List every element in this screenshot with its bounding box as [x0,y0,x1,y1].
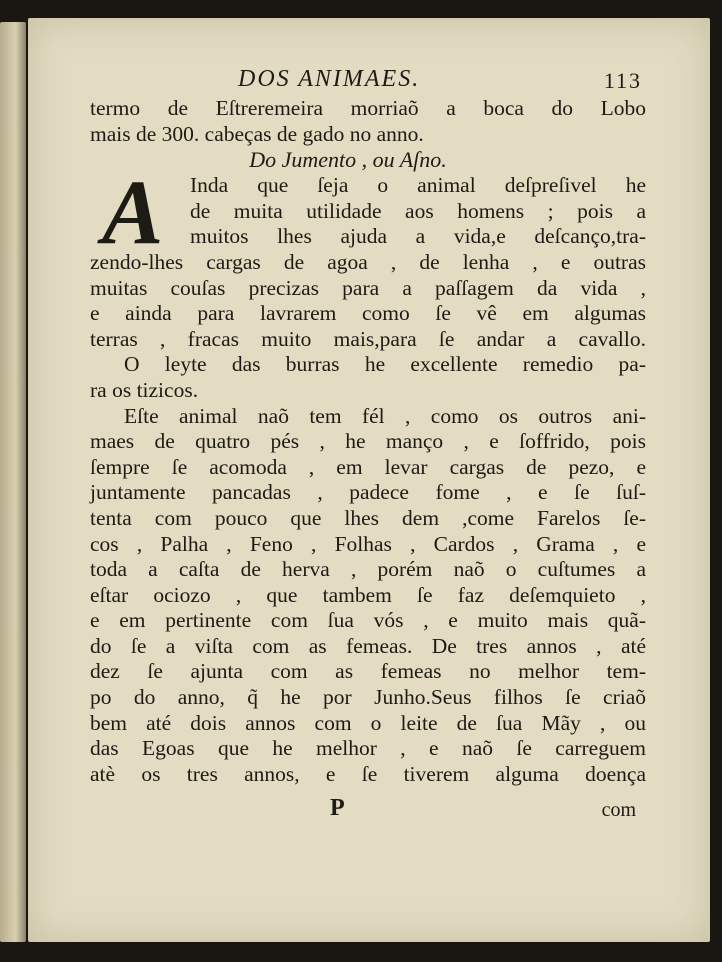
text-line: mais de 300. cabeças de gado no anno. [90,121,424,146]
text-line: muitos lhes ajuda a vida,e deſcanço,tra- [190,224,646,249]
text-line: termo de Eſtreremeira morriaõ a boca do Lobo [90,96,646,120]
text-line: dez ſe ajunta com as femeas no melhor tem- [90,659,646,684]
text-line: eſtar ociozo , que tambem ſe faz deſemquieto , [90,582,646,607]
text-line: ſempre ſe acomoda , em levar cargas de pezo, e [90,454,646,479]
page-text-block [90,66,646,835]
page-footer [90,795,646,835]
text-line: po do anno, q̃ he por Junho.Seus filhos ſe criaõ [90,685,646,710]
text-line: tenta com pouco que lhes dem ,come Farelos ſe- [90,505,646,530]
text-line: O leyte das burras he excellente remedio pa- [124,352,646,377]
text-line: Inda que ſeja o animal deſpreſivel he [190,173,646,198]
previous-page-edge [0,22,26,942]
section-heading: Do Jumento , ou Aſno. [249,147,447,173]
text-line: ra os tizicos. [90,377,199,402]
dropcap-letter: A [102,161,164,264]
text-line: das Egoas que he melhor , e naõ ſe carreguem [90,736,646,761]
text-line: muitas couſas precizas para a paſſagem da vida , [90,275,646,300]
text-line: toda a caſta de herva , porém naõ o cuſtumes a [90,557,646,582]
signature-mark: P [330,795,345,822]
text-line: maes de quatro pés , he manço , e ſoffrido, pois [90,429,646,454]
text-line: bem até dois annos com o leite de ſua Mãy , ou [90,710,646,735]
text-line: terras , fracas muito mais,para ſe andar a cavallo. [90,326,646,351]
text-line: zendo-lhes cargas de agoa , de lenha , e outras [90,249,646,274]
page-number: 113 [603,68,642,93]
text-line: atè os tres annos, e ſe tiverem alguma doença [90,761,646,786]
catchword: com [601,799,636,822]
text-line: Eſte animal naõ tem fél , como os outros ani- [124,403,646,428]
text-line: cos , Palha , Feno , Folhas , Cardos , Grama , e [90,531,646,556]
text-line: juntamente pancadas , padece fome , e ſe ſuſ- [90,480,646,505]
text-line: de muita utilidade aos homens ; pois a [190,198,646,223]
book-page [28,18,710,942]
text-line: e em pertinente com ſua vós , e muito mais quã- [90,608,646,633]
text-line: do ſe a viſta com as femeas. De tres annos , até [90,633,646,658]
text-line: e ainda para lavrarem como ſe vê em algumas [90,301,646,326]
running-head [90,66,646,96]
running-head-title: DOS ANIMAES. [238,66,421,92]
